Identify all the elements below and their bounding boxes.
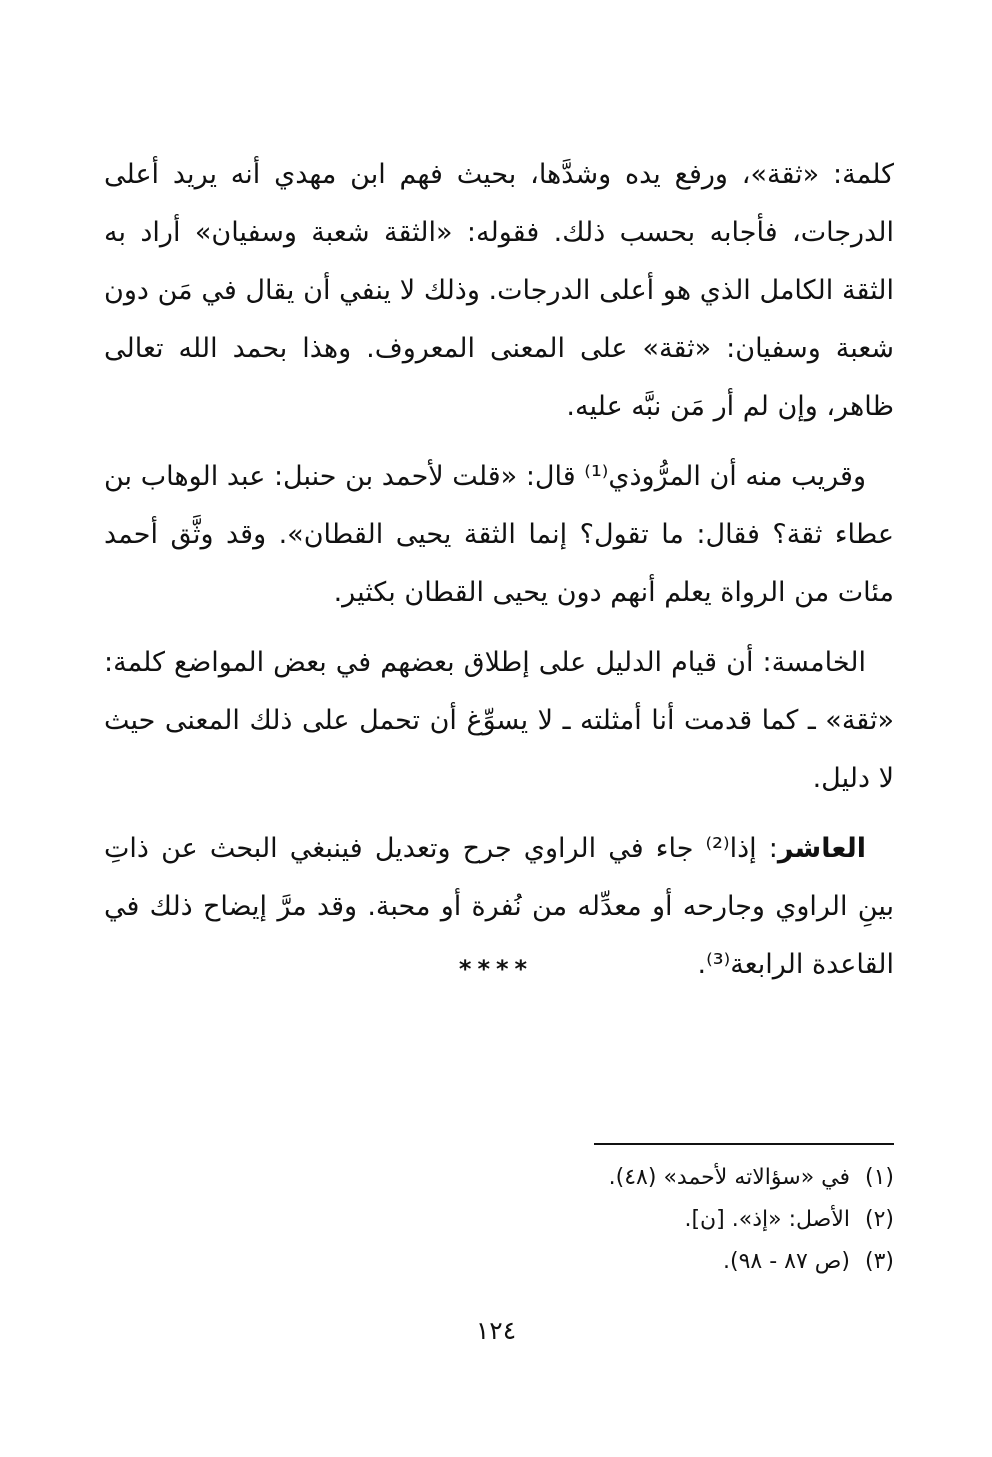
paragraph-4-text: : إذا⁽²⁾ جاء في الراوي جرح وتعديل فينبغي البحث عن ذاتِ بينِ الراوي وجارحه أو معدِّله من نُفرة أو محبة. وقد مرَّ إيضاح ذلك في القاعدة الرابعة⁽³⁾.: [104, 833, 894, 980]
main-text: [104, 146, 894, 994]
footnote-3: [104, 1242, 894, 1284]
section-separator: ****: [458, 955, 534, 983]
paragraph-3: [104, 634, 894, 808]
paragraph-4-lead: العاشر: [777, 833, 866, 864]
footnote-1: [104, 1158, 894, 1200]
footnotes: [104, 1158, 894, 1284]
page-number: ١٢٤: [475, 1316, 517, 1345]
footnote-1-text: في «سؤالاته لأحمد» (٤٨).: [608, 1165, 850, 1190]
footnote-1-number: (١): [864, 1165, 894, 1190]
footnote-3-text: (ص ٨٧ - ٩٨).: [723, 1249, 850, 1274]
paragraph-2-text: وقريب منه أن المرُّوذي⁽¹⁾ قال: «قلت لأحمد بن حنبل: عبد الوهاب بن عطاء ثقة؟ فقال: ما تقول؟ إنما الثقة يحيى القطان». وقد وثَّق أحمد مئات من الرواة يعلم أنهم دون يحيى القطان بكثير.: [104, 461, 894, 608]
footnote-2-number: (٢): [864, 1207, 894, 1232]
paragraph-1: [104, 146, 894, 436]
footnote-2: [104, 1200, 894, 1242]
paragraph-3-text: الخامسة: أن قيام الدليل على إطلاق بعضهم في بعض المواضع كلمة: «ثقة» ـ كما قدمت أنا أمثلته ـ لا يسوِّغ أن تحمل على ذلك المعنى حيث لا دليل.: [104, 647, 894, 794]
paragraph-1-text: كلمة: «ثقة»، ورفع يده وشدَّها، بحيث فهم ابن مهدي أنه يريد أعلى الدرجات، فأجابه بحسب ذلك. فقوله: «الثقة شعبة وسفيان» أراد به الثقة الكامل الذي هو أعلى الدرجات. وذلك لا ينفي أن يقال في مَن دون شعبة وسفيان: «ثقة» على المعنى المعروف. وهذا بحمد الله تعالى ظاهر، وإن لم أر مَن نبَّه عليه.: [104, 159, 894, 422]
paragraph-2: [104, 448, 894, 622]
footnote-divider: [594, 1143, 894, 1145]
footnote-3-number: (٣): [864, 1249, 894, 1274]
footnote-2-text: الأصل: «إذ». [ن].: [684, 1207, 850, 1232]
